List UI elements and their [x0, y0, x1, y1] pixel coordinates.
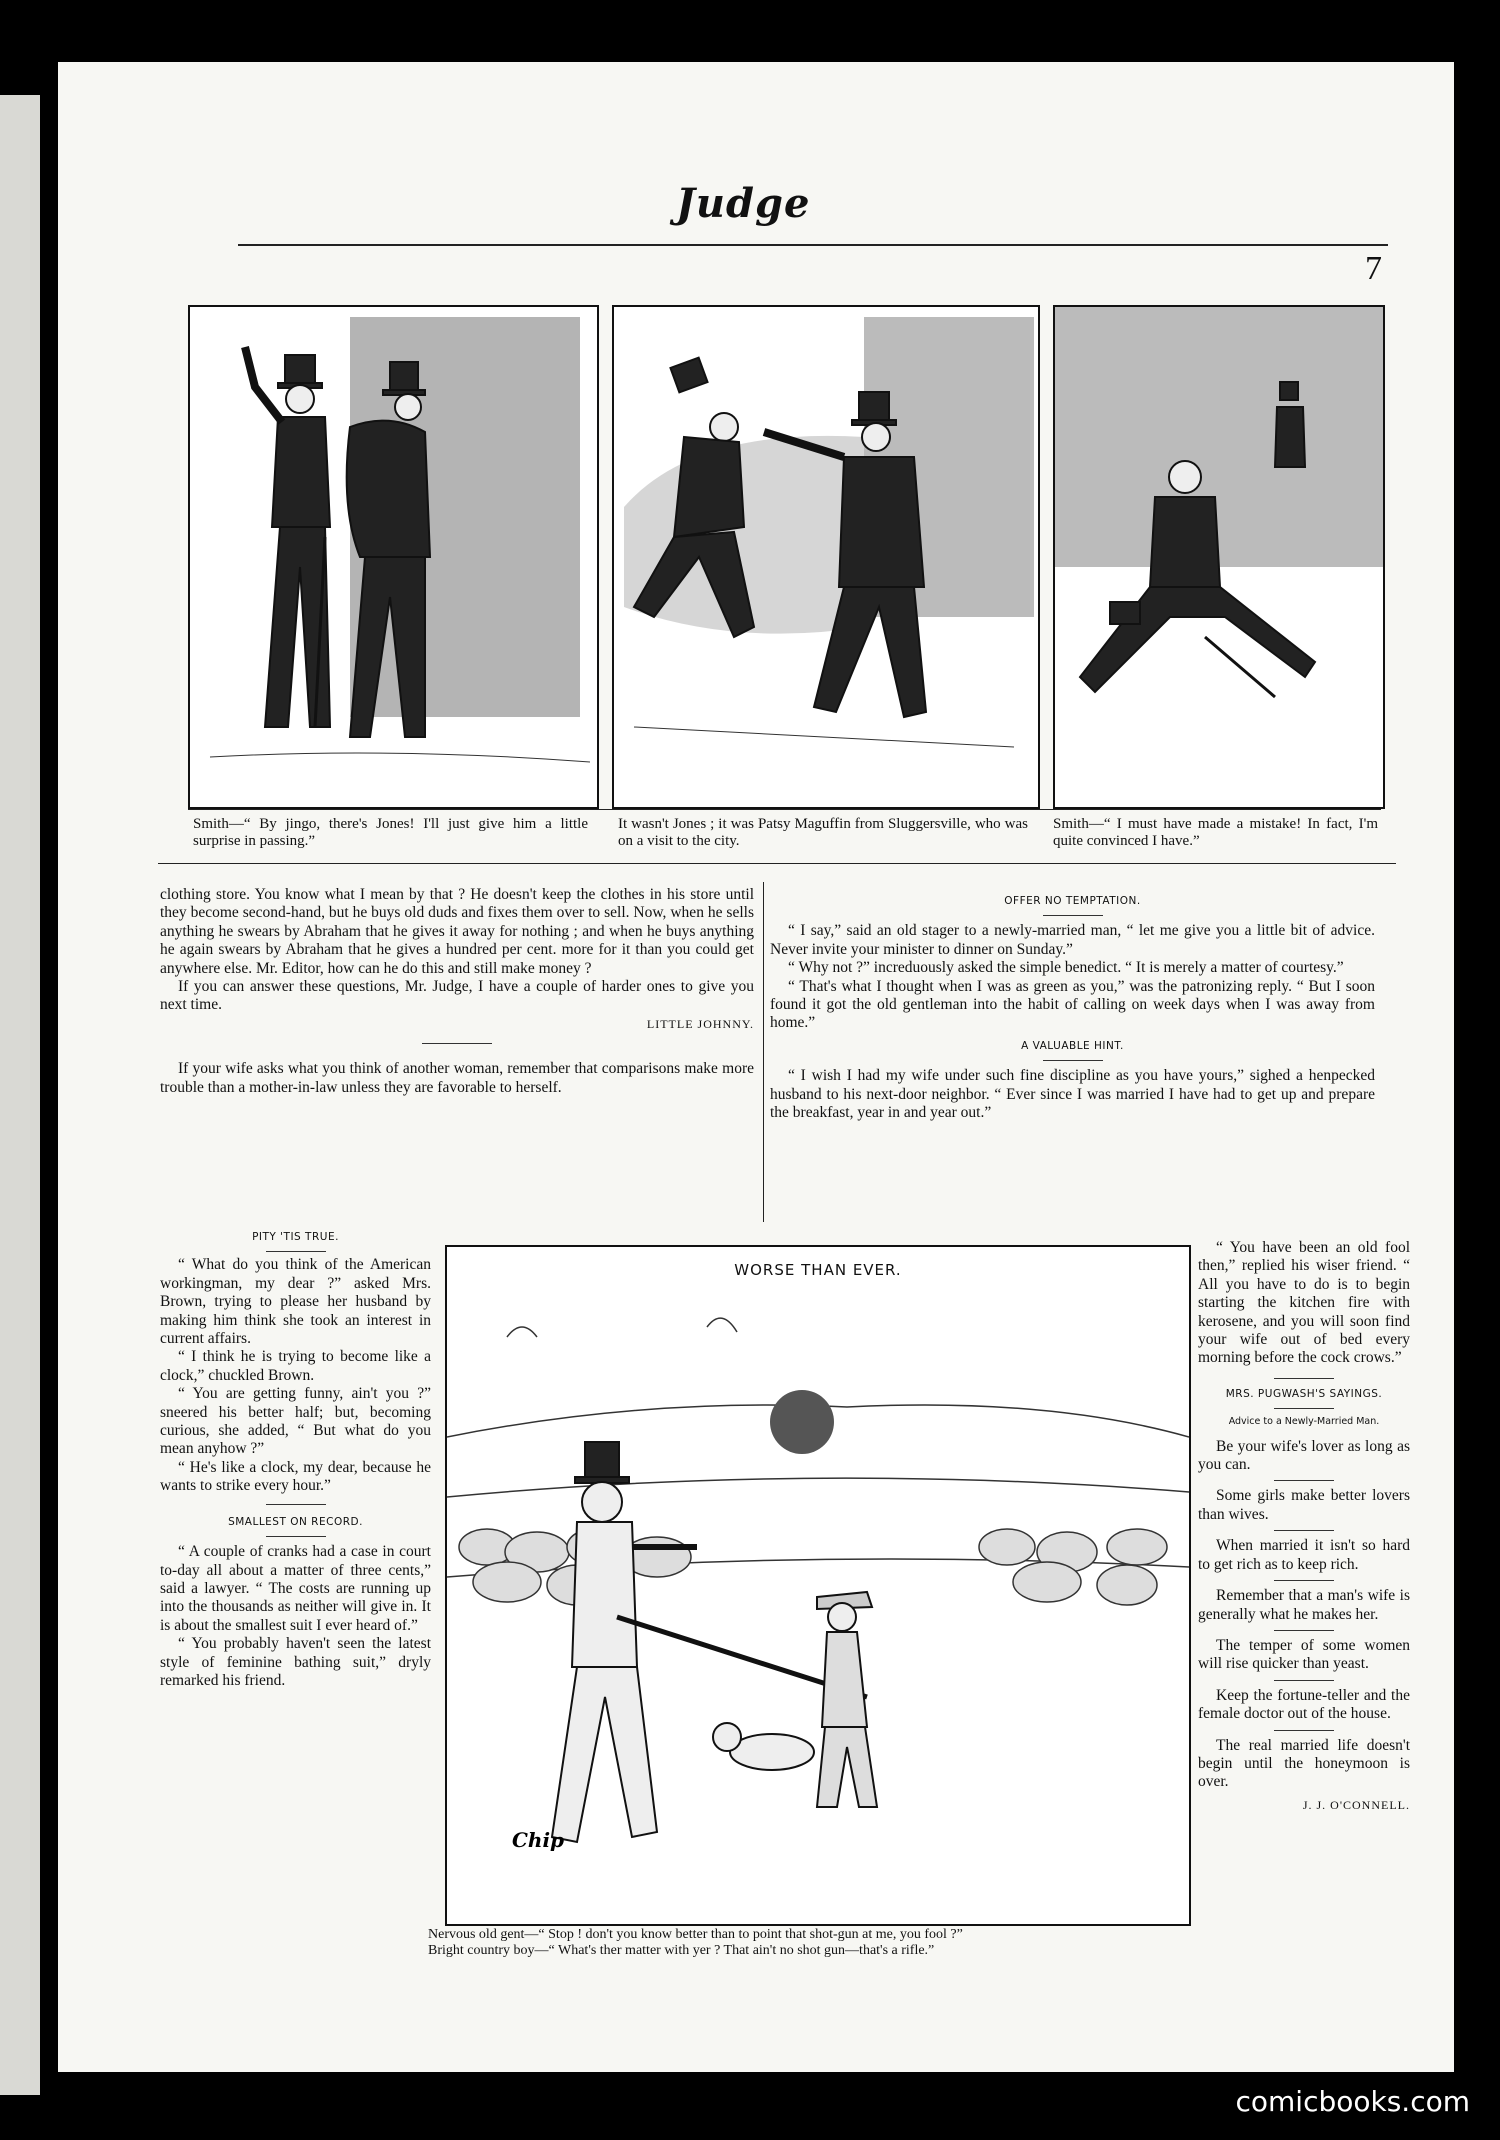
column-divider — [763, 882, 764, 1222]
heading-offer-no-temptation: OFFER NO TEMPTATION. — [1004, 895, 1141, 907]
masthead-rule — [238, 244, 1388, 246]
left-col-paragraph-6: “ You probably haven't seen the latest style of feminine bathing suit,” dryly remarked his friend. — [160, 1635, 431, 1689]
divider — [1274, 1630, 1334, 1631]
section-rule — [158, 863, 1396, 864]
panel-1-caption: Smith—“ By jingo, there's Jones! I'll just give him a little surprise in passing.” — [193, 816, 588, 849]
heading-mrs-pugwash: MRS. PUGWASH'S SAYINGS. — [1225, 1387, 1383, 1400]
saying-1: Be your wife's lover as long as you can. — [1198, 1437, 1410, 1474]
comic-panel-1 — [188, 305, 599, 809]
right-paragraph-2: “ Why not ?” increduously asked the simple benedict. “ It is merely a matter of courtesy.” — [788, 959, 1344, 977]
left-signature: LITTLE JOHNNY. — [646, 1016, 754, 1031]
divider — [1274, 1480, 1334, 1481]
article-right-top — [770, 888, 1375, 1122]
saying-5: The temper of some women will rise quicker than yeast. — [1198, 1636, 1410, 1673]
divider — [1043, 1060, 1103, 1061]
left-paragraph-3: If your wife asks what you think of another woman, remember that comparisons make more trouble than a mother-in-law unless they are favorable to herself. — [160, 1060, 754, 1096]
divider — [266, 1251, 326, 1252]
divider — [1274, 1580, 1334, 1581]
divider — [1274, 1408, 1334, 1409]
panel-3-caption: Smith—“ I must have made a mistake! In fact, I'm quite convinced I have.” — [1053, 816, 1378, 849]
cartoon-illustration — [447, 1247, 1189, 1924]
divider — [266, 1536, 326, 1537]
divider — [1274, 1378, 1334, 1379]
left-col-paragraph-2: “ I think he is trying to become like a clock,” chuckled Brown. — [160, 1348, 431, 1384]
masthead-title: Judge — [676, 180, 811, 227]
subheading-advice: Advice to a Newly-Married Man. — [1228, 1416, 1380, 1428]
article-left-top — [160, 886, 754, 1097]
panel-3-illustration — [1055, 307, 1383, 807]
cartoon-captions — [428, 1927, 1198, 1959]
pugwash-signature: J. J. O'CONNELL. — [1302, 1797, 1410, 1812]
cartoon-caption-2: Bright country boy—“ What's ther matter with yer ? That ain't no shot gun—that's a rifle.” — [428, 1943, 935, 1958]
saying-6: Keep the fortune-teller and the female doctor out of the house. — [1198, 1686, 1410, 1723]
panel-2-illustration — [614, 307, 1038, 807]
divider — [1043, 915, 1103, 916]
right-paragraph-1: “ I say,” said an old stager to a newly-married man, “ let me give you a little bit of advice. Never invite your minister to dinner on Sunday.” — [770, 922, 1375, 958]
saying-2: Some girls make better lovers than wives. — [1198, 1487, 1410, 1523]
panel-2-caption: It wasn't Jones ; it was Patsy Maguffin from Sluggersville, who was on a visit to the city. — [618, 816, 1028, 849]
adjacent-page-edge — [0, 95, 40, 2095]
cartoon-caption-1: Nervous old gent—“ Stop ! don't you know better than to point that shot-gun at me, you fool ?” — [428, 1927, 963, 1942]
left-col-paragraph-4: “ He's like a clock, my dear, because he wants to strike every hour.” — [160, 1458, 431, 1495]
comic-panel-2 — [612, 305, 1040, 809]
saying-3: When married it isn't so hard to get rich as to keep rich. — [1198, 1537, 1410, 1573]
divider — [266, 1504, 326, 1505]
strip-bottom-rule — [188, 809, 1381, 810]
heading-smallest-on-record: SMALLEST ON RECORD. — [228, 1515, 363, 1528]
magazine-page — [58, 62, 1454, 2072]
panel-1-illustration — [190, 307, 597, 807]
right-col-paragraph-1: “ You have been an old fool then,” replied his wiser friend. “ All you have to do is to begin starting the kitchen fire with kerosene, and you will soon find your wife out of bed every morning before the cock crows.” — [1198, 1239, 1410, 1367]
cartoon-worse-than-ever — [445, 1245, 1191, 1926]
cartoon-title: WORSE THAN EVER. — [734, 1261, 902, 1279]
saying-4: Remember that a man's wife is generally what he makes her. — [1198, 1587, 1410, 1623]
divider — [1274, 1680, 1334, 1681]
saying-7: The real married life doesn't begin until the honeymoon is over. — [1198, 1736, 1410, 1791]
left-col-paragraph-1: “ What do you think of the American workingman, my dear ?” asked Mrs. Brown, trying to please her husband by making him think she took an interest in current affairs. — [160, 1256, 431, 1348]
left-paragraph-2: If you can answer these questions, Mr. Judge, I have a couple of harder ones to give you next time. — [160, 978, 754, 1014]
watermark: comicbooks.com — [1235, 2085, 1470, 2118]
heading-valuable-hint: A VALUABLE HINT. — [1021, 1039, 1124, 1052]
divider — [1274, 1730, 1334, 1731]
divider — [422, 1043, 492, 1044]
cartoon-signature: Chip — [512, 1828, 565, 1852]
page-number: 7 — [1365, 250, 1382, 287]
left-col-paragraph-5: “ A couple of cranks had a case in court to-day all about a matter of three cents,” said a lawyer. “ The costs are running up into the thousands as neither will give in. It is about the smallest suit I ever heard of.” — [160, 1543, 431, 1634]
left-paragraph-1: clothing store. You know what I mean by that ? He doesn't keep the clothes in his store until they become second-hand, but he buys old duds and fixes them over to sell. Now, when he sells anything he swears by Abraham that he gives it away for nothing ; and when he buys anything he again swears by Abraham that he gives a hundred per cent. more for it than you could get anywhere else. Mr. Editor, how can he do this and still make money ? — [160, 886, 754, 977]
right-paragraph-4: “ I wish I had my wife under such fine discipline as you have yours,” sighed a henpecked husband to his next-door neighbor. “ Ever since I was married I have had to get up and prepare the breakfast, year in and year out.” — [770, 1067, 1375, 1122]
left-col-paragraph-3: “ You are getting funny, ain't you ?” sneered his better half; but, becoming curious, she added, “ But what do you mean anyhow ?” — [160, 1385, 431, 1458]
divider — [1274, 1530, 1334, 1531]
right-paragraph-3: “ That's what I thought when I was as green as you,” was the patronizing reply. “ But I soon found it got the old gentleman into the habit of calling on week days when I was away from home.” — [770, 977, 1375, 1032]
left-column — [160, 1224, 431, 1690]
comic-panel-3 — [1053, 305, 1385, 809]
right-column — [1198, 1239, 1410, 1814]
heading-pity-tis-true: PITY 'TIS TRUE. — [252, 1231, 339, 1243]
